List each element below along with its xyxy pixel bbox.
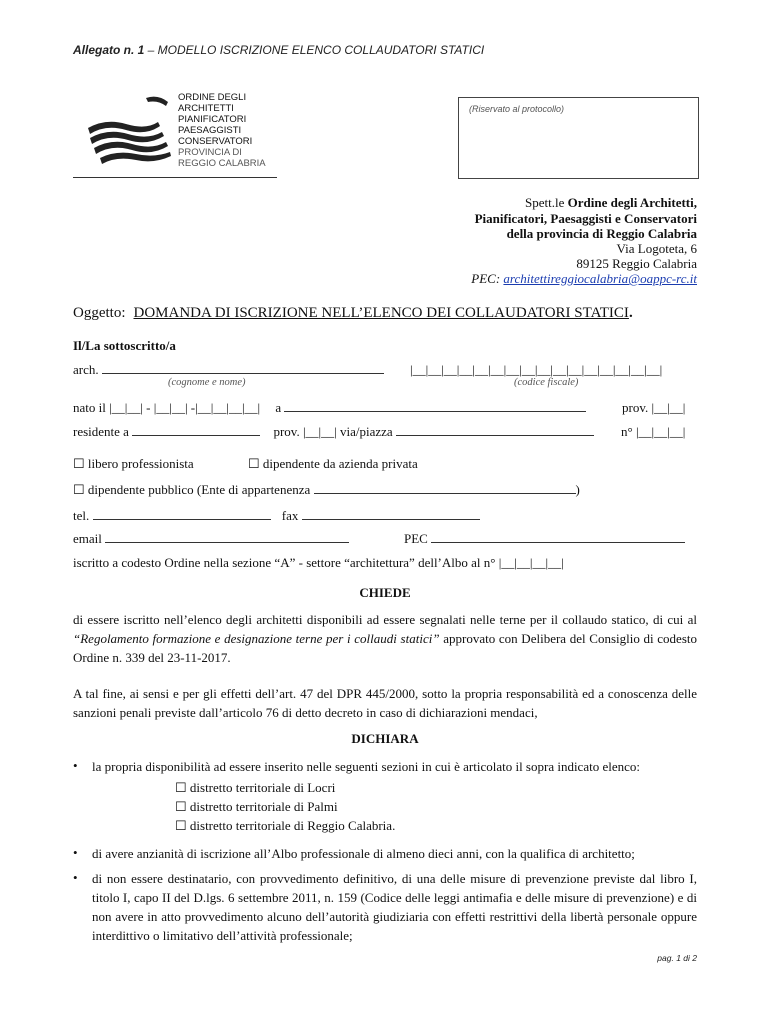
chiede-heading: CHIEDE xyxy=(359,585,411,600)
email-row xyxy=(73,531,349,547)
birth-date-field[interactable]: |__|__| - |__|__| -|__|__|__|__| xyxy=(109,400,261,415)
via-label: via/piazza xyxy=(340,424,393,439)
oggetto-subject: DOMANDA DI ISCRIZIONE NELL’ELENCO DEI COLLAUDATORI STATICI xyxy=(133,305,629,321)
oggetto xyxy=(73,305,633,322)
arch-row xyxy=(73,362,384,378)
logo-province: PROVINCIA DI xyxy=(178,147,242,158)
chiede-text-2: approvato con Delibera del Consiglio di codesto Ordine n. 339 del 23-11-2017. xyxy=(73,631,697,665)
bullet-icon: • xyxy=(73,758,78,773)
libero-checkbox[interactable]: ☐ libero professionista xyxy=(73,456,194,471)
header-title: – MODELLO ISCRIZIONE ELENCO COLLAUDATORI STATICI xyxy=(144,43,485,57)
dipendente-pubblico-checkbox[interactable]: ☐ dipendente pubblico (Ente di appartenenza xyxy=(73,482,311,497)
chiede-text-1: di essere iscritto nell’elenco degli architetti disponibili ad essere segnalati nelle terne per il collaudo statico, di cui al xyxy=(73,612,697,627)
chiede-paragraph xyxy=(73,610,697,667)
regolamento-title: “Regolamento formazione e designazione terne per i collaudi statici” xyxy=(73,631,440,646)
tel-label: tel. xyxy=(73,508,90,523)
pec-label: PEC: xyxy=(471,271,504,286)
street-number-field[interactable]: |__|__|__| xyxy=(635,424,686,439)
prov-row xyxy=(622,400,685,416)
oggetto-label: Oggetto: xyxy=(73,305,126,321)
close-paren: ) xyxy=(575,482,580,497)
pec-email-link[interactable]: architettireggiocalabria@oappc-rc.it xyxy=(503,271,697,286)
residence-field[interactable] xyxy=(132,424,260,436)
logo-divider xyxy=(73,177,277,178)
sottoscritto-label: Il/La sottoscritto/a xyxy=(73,338,176,353)
bullet-icon: • xyxy=(73,845,78,860)
protocol-box xyxy=(458,97,699,179)
logo-province: REGGIO CALABRIA xyxy=(178,158,266,169)
tel-row xyxy=(73,508,480,524)
prov-field[interactable]: |__|__| xyxy=(651,400,686,415)
prov2-field[interactable]: |__|__| xyxy=(302,424,337,439)
logo-line: ORDINE DEGLI xyxy=(178,92,247,103)
dipendente-pubblico-row xyxy=(73,482,580,498)
bullet-icon: • xyxy=(73,870,78,885)
a-label: a xyxy=(275,400,282,415)
pec-field[interactable] xyxy=(431,531,685,543)
oggetto-period: . xyxy=(628,305,633,321)
cf-caption: (codice fiscale) xyxy=(514,377,579,388)
fax-field[interactable] xyxy=(302,508,480,520)
recipient-line-3: della provincia di Reggio Calabria xyxy=(506,226,697,241)
nato-row xyxy=(73,400,586,416)
dipendente-privata-checkbox[interactable]: ☐ dipendente da azienda privata xyxy=(248,456,418,471)
cognome-caption: (cognome e nome) xyxy=(168,377,246,388)
district-reggio-checkbox[interactable]: ☐ distretto territoriale di Reggio Calabria. xyxy=(175,818,396,833)
logo-line: PIANIFICATORI xyxy=(178,114,247,125)
ente-field[interactable] xyxy=(314,482,576,494)
logo-text xyxy=(178,92,266,169)
birth-place-field[interactable] xyxy=(284,400,586,412)
dichiara-heading: DICHIARA xyxy=(351,731,419,746)
responsabilita-paragraph: A tal fine, ai sensi e per gli effetti dell’art. 47 del DPR 445/2000, sotto la propria responsabilità ed a conoscenza delle sanzioni penali previste dall’articolo 76 di detto decreto in caso di dichiarazioni mendaci, xyxy=(73,686,697,720)
residente-label: residente a xyxy=(73,424,129,439)
recipient-pec xyxy=(471,271,697,287)
n-label: n° xyxy=(621,424,633,439)
nato-label: nato il xyxy=(73,400,106,415)
dichiara-item-2: di avere anzianità di iscrizione all’Albo professionale di almeno dieci anni, con la qualifica di architetto; xyxy=(92,846,635,861)
pec-form-label: PEC xyxy=(404,531,428,546)
recipient-name: Ordine degli Architetti, xyxy=(567,195,697,210)
page-number: pag. 1 di 2 xyxy=(657,953,697,963)
dichiara-item-3: di non essere destinatario, con provvedimento definitivo, di una delle misure di prevenzione previste dal libro I, titolo I, capo II del D.lgs. 6 settembre 2011, n. 159 (Codice delle leggi antimafia e delle misure di prevenzione) e di non avere in atto provvedimento alcuno dell’autorità giudiziaria con effetti restrittivi della libertà personale oppure interdittivo o limitativo dell’attività professionale; xyxy=(92,871,697,943)
protocol-label: (Riservato al protocollo) xyxy=(469,104,565,114)
allegato-label: Allegato n. 1 xyxy=(73,43,145,57)
email-field[interactable] xyxy=(105,531,349,543)
logo-line: CONSERVATORI xyxy=(178,136,253,147)
spett-label: Spett.le xyxy=(525,195,568,210)
arch-label: arch. xyxy=(73,362,99,377)
recipient-street: Via Logoteta, 6 xyxy=(616,241,697,256)
recipient-city: 89125 Reggio Calabria xyxy=(576,256,697,271)
district-locri-checkbox[interactable]: ☐ distretto territoriale di Locri xyxy=(175,780,336,795)
pec-row xyxy=(404,531,685,547)
albo-number-field[interactable]: |__|__|__|__| xyxy=(498,555,564,570)
number-row xyxy=(621,424,685,440)
email-label: email xyxy=(73,531,102,546)
tel-field[interactable] xyxy=(93,508,271,520)
district-palmi-checkbox[interactable]: ☐ distretto territoriale di Palmi xyxy=(175,799,338,814)
logo-line: ARCHITETTI xyxy=(178,103,234,114)
iscritto-text: iscritto a codesto Ordine nella sezione “A” - settore “architettura” dell’Albo al n° xyxy=(73,555,496,570)
recipient-line-2: Pianificatori, Paesaggisti e Conservatori xyxy=(474,211,697,226)
prov2-label: prov. xyxy=(273,424,300,439)
prov-label: prov. xyxy=(622,400,649,415)
document-header xyxy=(73,43,484,57)
dichiara-item-1: la propria disponibilità ad essere inserito nelle seguenti sezioni in cui è articolato il sopra indicato elenco: xyxy=(92,759,640,774)
residente-row xyxy=(73,424,594,440)
name-field[interactable] xyxy=(102,362,384,374)
fax-label: fax xyxy=(281,508,299,523)
street-field[interactable] xyxy=(396,424,594,436)
recipient-line-1 xyxy=(525,195,697,211)
iscritto-row xyxy=(73,555,564,571)
codice-fiscale-field[interactable]: |__|__|__|__|__|__|__|__|__|__|__|__|__|__|__|__| xyxy=(410,362,663,377)
logo-line: PAESAGGISTI xyxy=(178,125,242,136)
